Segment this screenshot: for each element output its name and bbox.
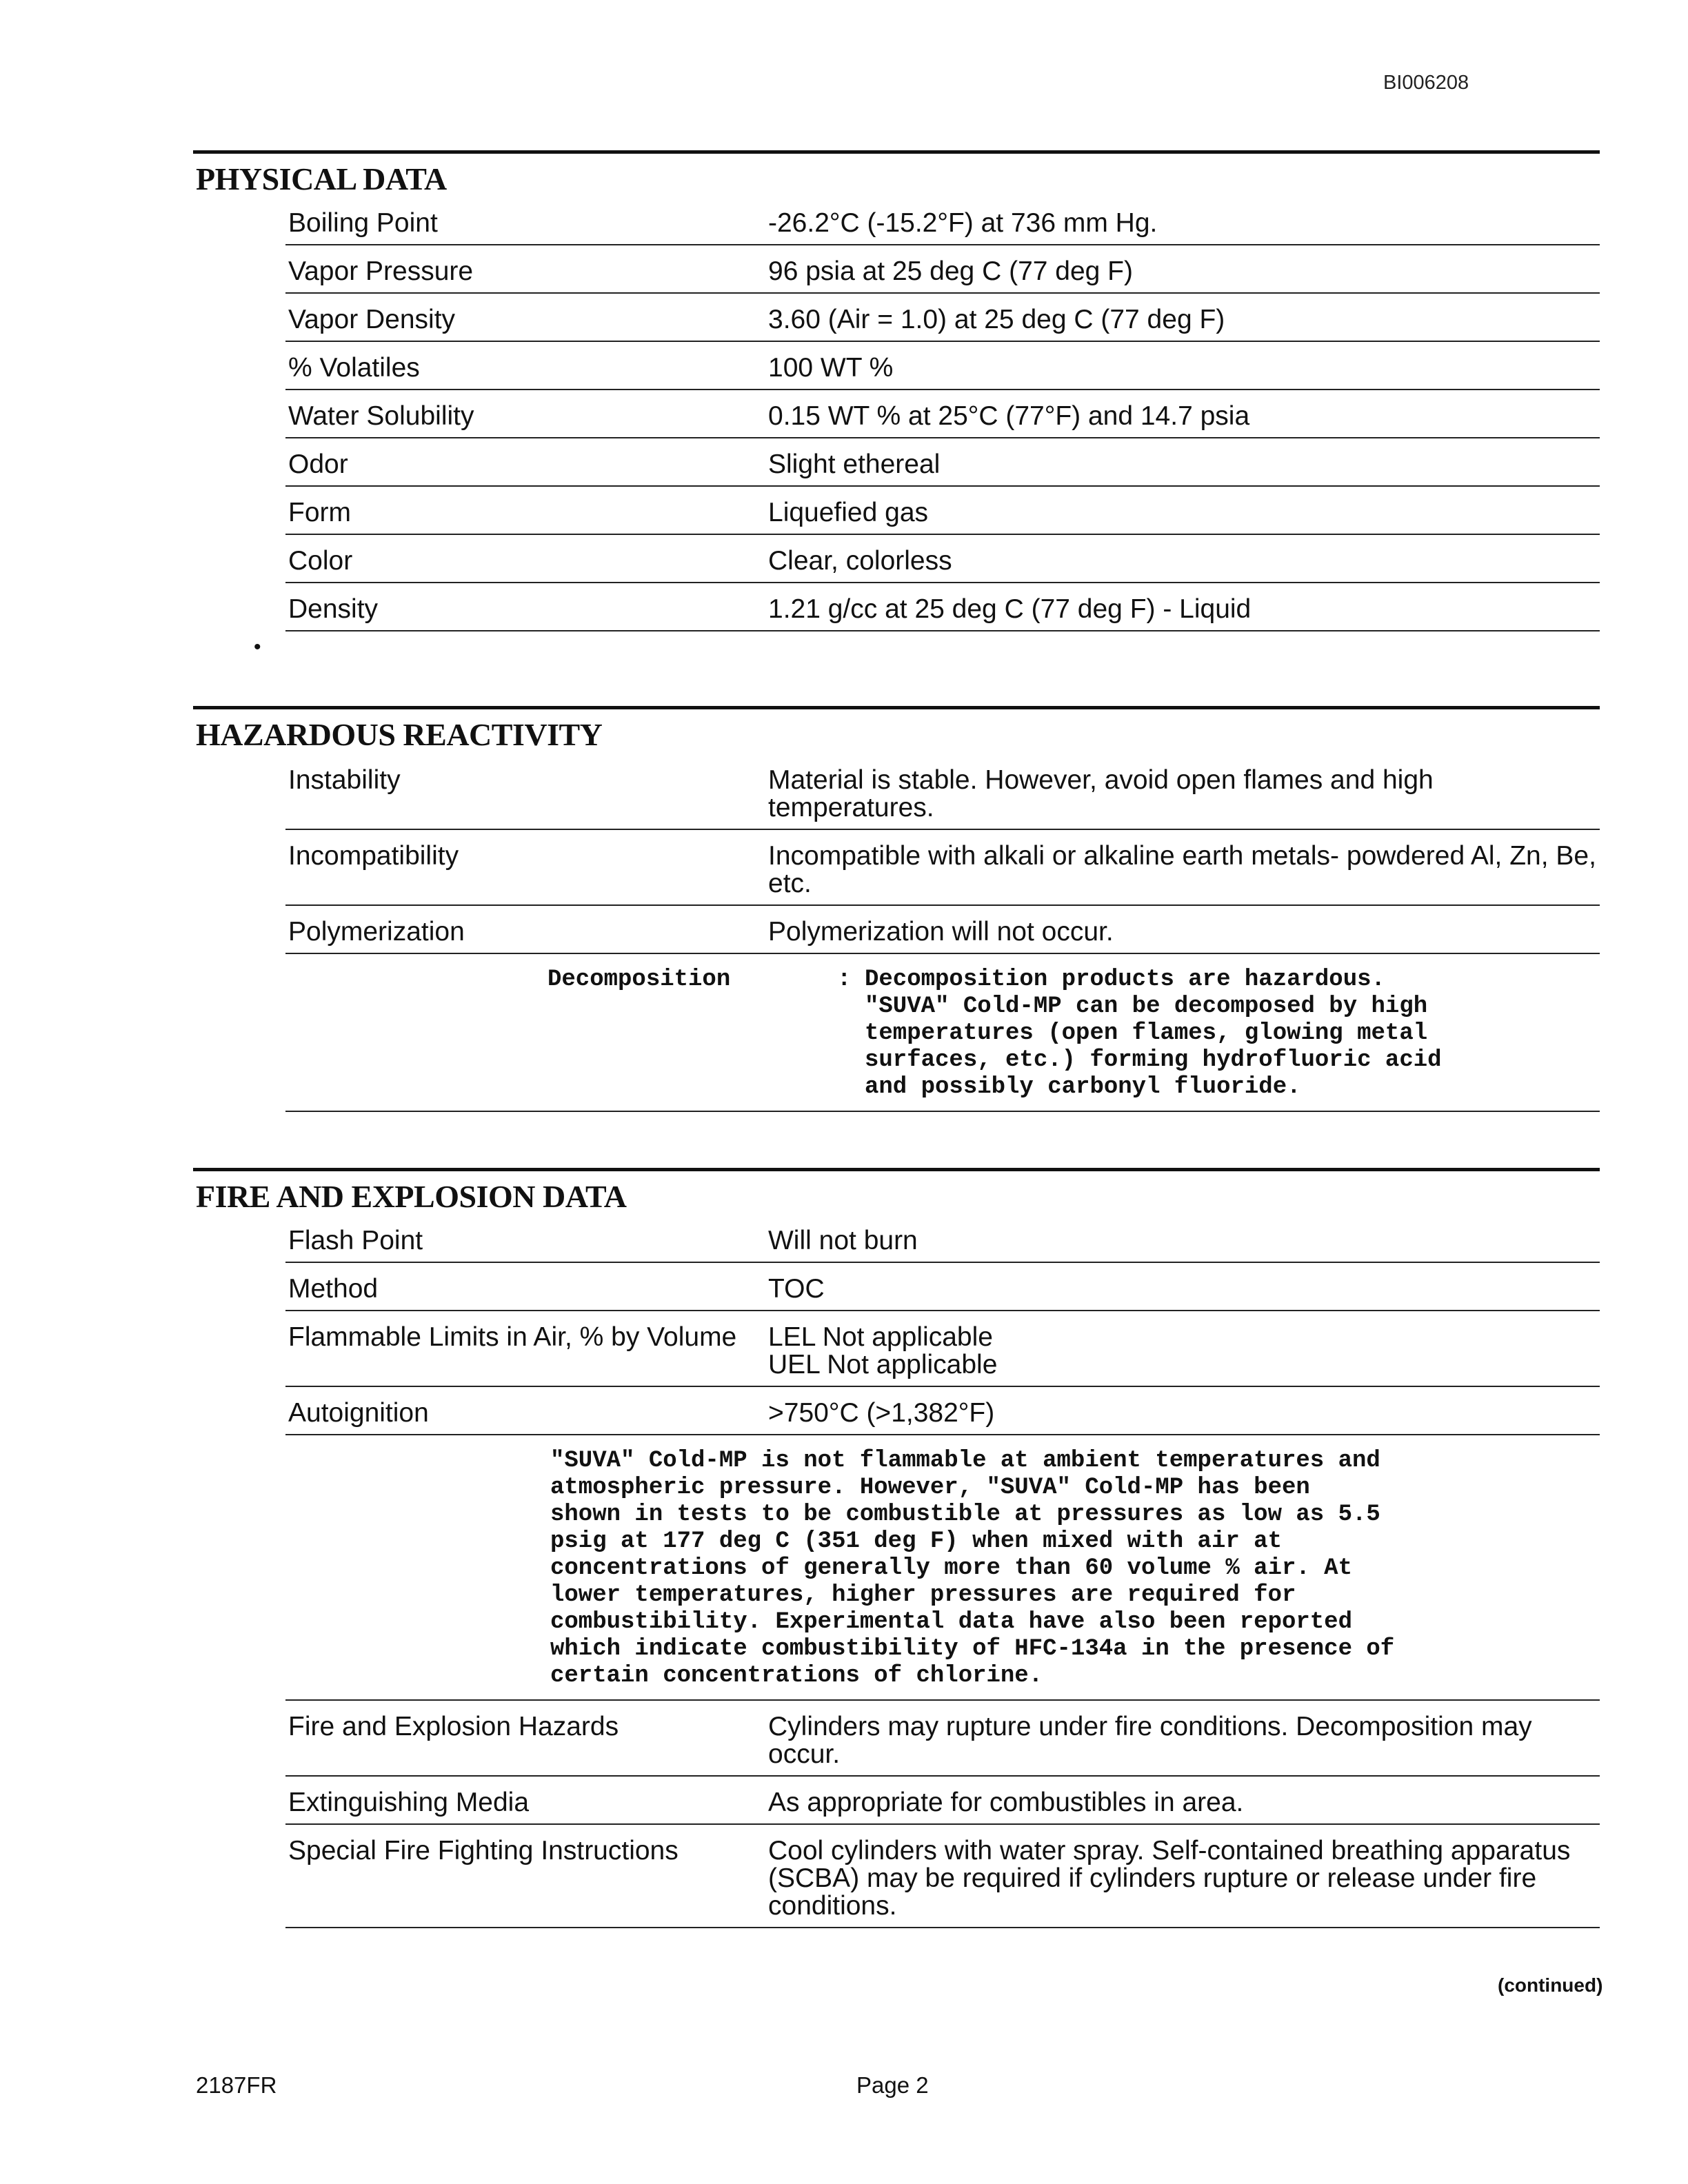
- row-value: 96 psia at 25 deg C (77 deg F): [768, 256, 1133, 286]
- table-row: [285, 1215, 1600, 1263]
- row-value: Material is stable. However, avoid open flames and high temperatures.: [768, 765, 1434, 822]
- document-id: BI006208: [1383, 72, 1469, 94]
- row-label: Vapor Density: [288, 305, 456, 334]
- table-row: [285, 390, 1600, 438]
- row-value: 0.15 WT % at 25°C (77°F) and 14.7 psia: [768, 401, 1250, 431]
- table-row: [285, 1825, 1600, 1928]
- section-title: HAZARDOUS REACTIVITY: [196, 717, 603, 752]
- table-row: [285, 1701, 1600, 1777]
- physical-data-section: [193, 150, 1600, 631]
- row-value: As appropriate for combustibles in area.: [768, 1788, 1244, 1817]
- reactivity-table: [285, 754, 1600, 1112]
- table-row: [285, 1777, 1600, 1825]
- table-row: [285, 583, 1600, 631]
- section-rule: [193, 706, 1600, 709]
- decomposition-colon: :: [837, 967, 852, 993]
- table-row: [285, 245, 1600, 294]
- row-label: Extinguishing Media: [288, 1788, 530, 1817]
- table-row: [285, 1387, 1600, 1435]
- row-label: Flammable Limits in Air, % by Volume: [288, 1322, 737, 1352]
- table-row: [285, 342, 1600, 390]
- decomposition-label: Decomposition: [547, 967, 731, 993]
- row-label: Flash Point: [288, 1226, 423, 1255]
- table-row: [285, 1263, 1600, 1311]
- section-title: FIRE AND EXPLOSION DATA: [196, 1179, 627, 1214]
- fire-explosion-section: [193, 1168, 1600, 1928]
- row-label: % Volatiles: [288, 353, 420, 383]
- table-row: [285, 1311, 1600, 1387]
- footer-code: 2187FR: [196, 2072, 277, 2098]
- row-value: Slight ethereal: [768, 449, 941, 479]
- row-value: Clear, colorless: [768, 546, 952, 576]
- decomposition-text: Decomposition products are hazardous. "SUVA" Cold-MP can be decomposed by high temperatures (open flames, glowing metal surfaces, etc.) forming hydrofluoric acid and possibly carbonyl fluoride.: [865, 967, 1442, 1100]
- row-label: Instability: [288, 765, 401, 795]
- section-rule: [193, 150, 1600, 154]
- row-value: TOC: [768, 1274, 825, 1304]
- section-rule: [193, 1168, 1600, 1171]
- row-label: Fire and Explosion Hazards: [288, 1712, 619, 1741]
- row-value: 100 WT %: [768, 353, 894, 383]
- physical-data-table: [285, 197, 1600, 631]
- bullet-mark: •: [254, 636, 261, 658]
- table-row: [285, 754, 1600, 830]
- row-value: 3.60 (Air = 1.0) at 25 deg C (77 deg F): [768, 305, 1225, 334]
- hazardous-reactivity-section: [193, 706, 1600, 1112]
- table-row: [285, 535, 1600, 583]
- table-row: [285, 906, 1600, 954]
- row-value: Liquefied gas: [768, 498, 929, 527]
- row-value: Cool cylinders with water spray. Self-contained breathing apparatus (SCBA) may be required if cylinders rupture or release under fire conditions.: [768, 1836, 1571, 1921]
- fire-table: [285, 1215, 1600, 1928]
- table-row: [285, 830, 1600, 906]
- flammability-note-row: [285, 1435, 1600, 1701]
- page-number: Page 2: [856, 2072, 929, 2098]
- table-row: [285, 487, 1600, 535]
- row-value: Will not burn: [768, 1226, 918, 1255]
- row-label: Boiling Point: [288, 208, 438, 238]
- table-row: [285, 438, 1600, 487]
- row-label: Water Solubility: [288, 401, 474, 431]
- row-value: 1.21 g/cc at 25 deg C (77 deg F) - Liquid: [768, 594, 1252, 624]
- row-value: -26.2°C (-15.2°F) at 736 mm Hg.: [768, 208, 1158, 238]
- row-label: Odor: [288, 449, 348, 479]
- row-label: Method: [288, 1274, 379, 1304]
- row-label: Incompatibility: [288, 841, 459, 871]
- decomposition-row: [285, 954, 1600, 1112]
- row-value: Incompatible with alkali or alkaline earth metals- powdered Al, Zn, Be, etc.: [768, 841, 1596, 898]
- section-title: PHYSICAL DATA: [196, 161, 447, 196]
- row-label: Color: [288, 546, 353, 576]
- row-value: Cylinders may rupture under fire conditions. Decomposition may occur.: [768, 1712, 1532, 1769]
- continued-note: (continued): [1498, 1974, 1603, 1996]
- row-label: Vapor Pressure: [288, 256, 474, 286]
- row-label: Special Fire Fighting Instructions: [288, 1836, 679, 1866]
- row-value: Polymerization will not occur.: [768, 917, 1114, 947]
- row-value: LEL Not applicable UEL Not applicable: [768, 1322, 998, 1379]
- row-label: Polymerization: [288, 917, 465, 947]
- row-label: Autoignition: [288, 1398, 429, 1428]
- row-label: Form: [288, 498, 351, 527]
- flammability-note: "SUVA" Cold-MP is not flammable at ambient temperatures and atmospheric pressure. However, "SUVA" Cold-MP has been shown in tests to be combustible at pressures as low as 5.5 psig at 177 deg C (351 deg F) when mixed with air at concentrations of generally more than 60 volume % air. At lower temperatures, higher pressures are required for combustibility. Experimental data have also been reported which indicate combustibility of HFC-134a in the presence of certain concentrations of chlorine.: [550, 1448, 1395, 1689]
- row-value: >750°C (>1,382°F): [768, 1398, 995, 1428]
- table-row: [285, 197, 1600, 245]
- table-row: [285, 294, 1600, 342]
- row-label: Density: [288, 594, 379, 624]
